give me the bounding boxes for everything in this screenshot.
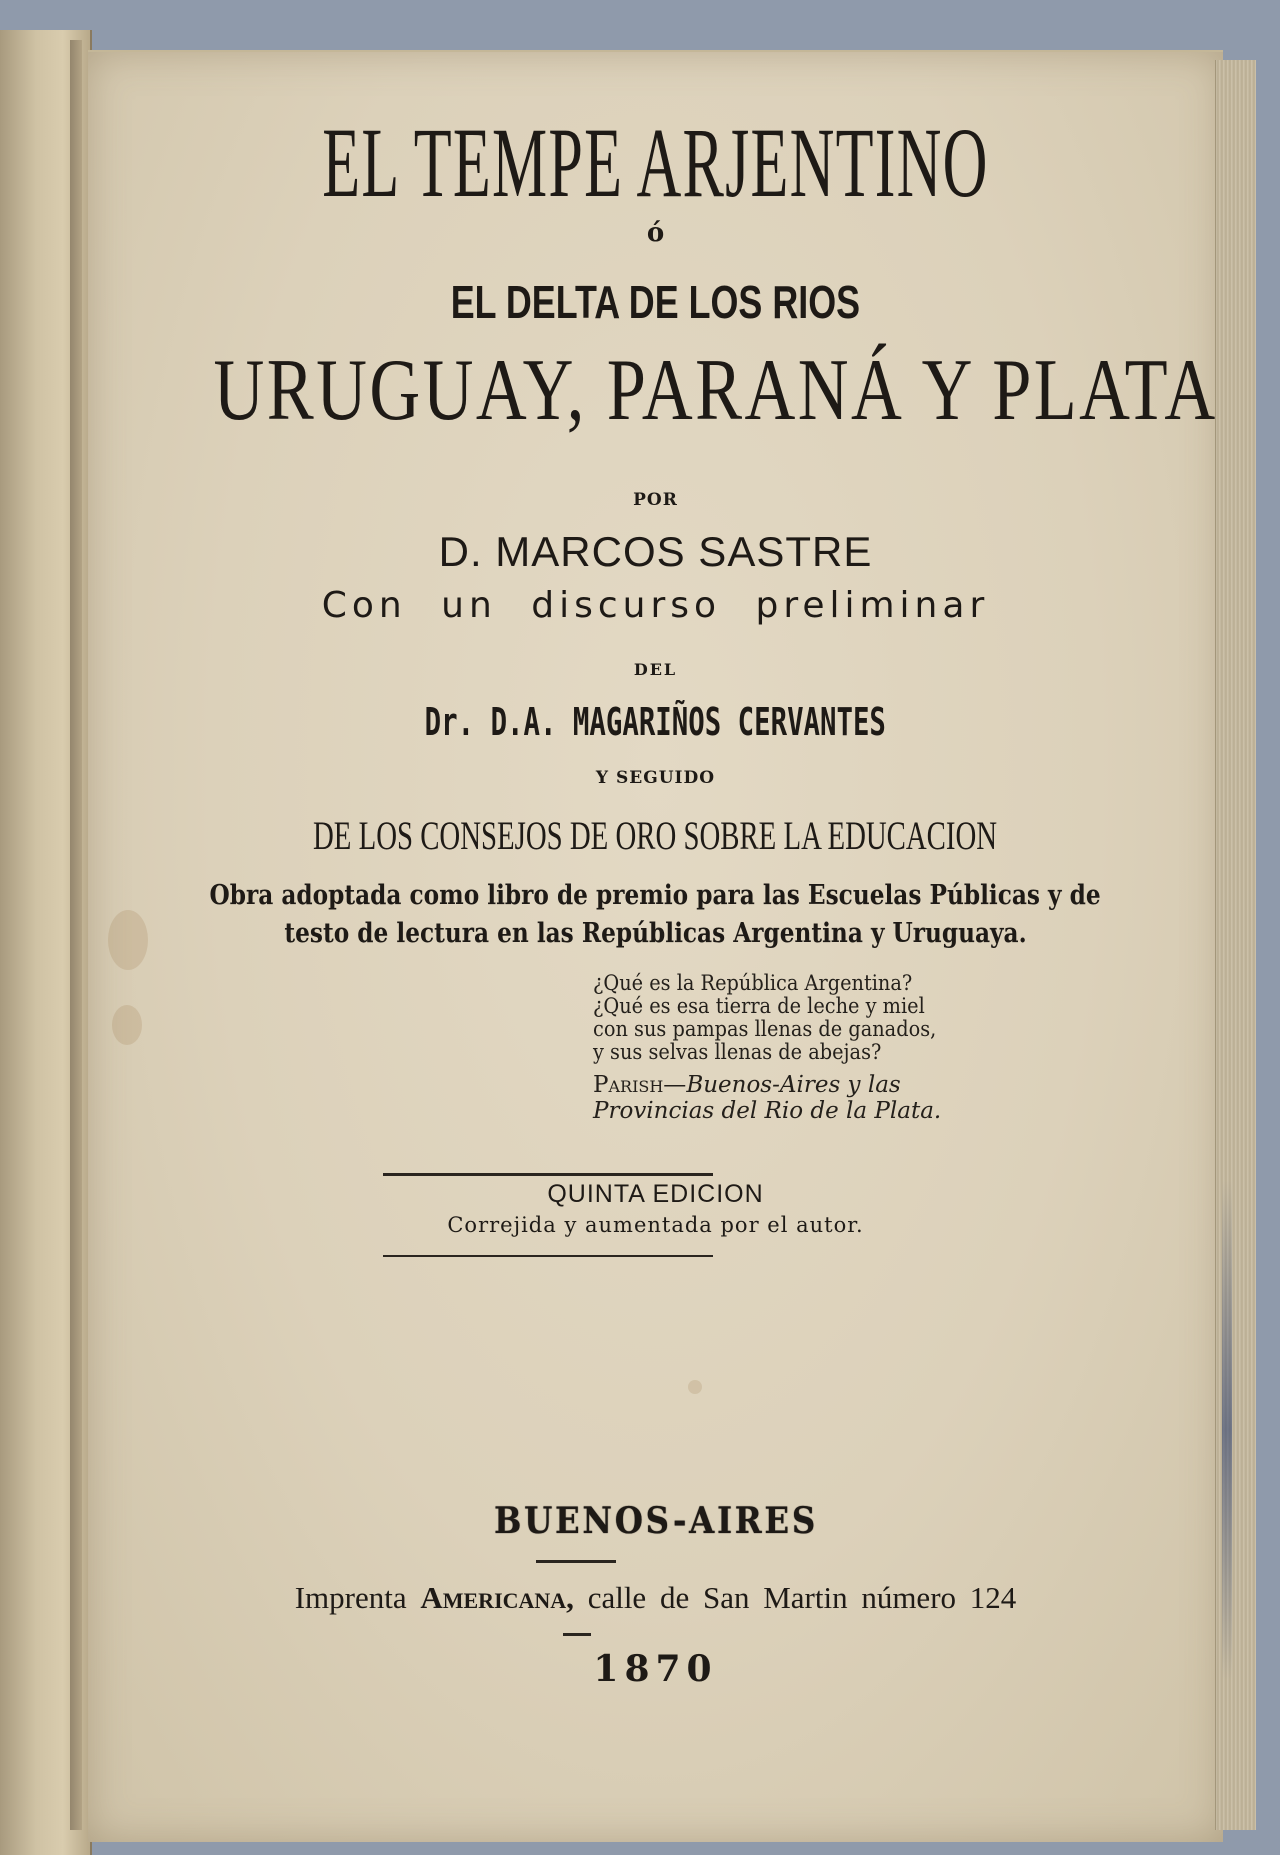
attribution-work-1: Buenos-Aires y las [686,1072,901,1098]
epigraph-line: con sus pampas llenas de ganados, [593,1017,937,1041]
year-rule [563,1633,591,1636]
attribution-author: Parish— [593,1072,687,1098]
adoption-line-1: Obra adoptada como libro de premio para las Escuelas Públicas y de [209,880,1102,911]
epigraph [593,972,1073,1124]
printer-address: calle de San Martin número 124 [587,1580,1017,1615]
foxing-spot [688,1380,702,1394]
blue-edge-stain [1222,1180,1232,1680]
foxing-spot [112,1005,142,1045]
por-label: POR [633,490,678,510]
imprint-city: BUENOS-AIRES [493,1500,818,1542]
book-title: EL TEMPE ARJENTINO [322,107,989,218]
page-content [88,50,1223,1840]
adoption-line-2: testo de lectura en las Repúblicas Argentina y Uruguaya. [284,918,1027,949]
y-seguido-label: Y SEGUIDO [595,768,716,788]
edition-rule-top [383,1173,713,1176]
printer-name: Americana, [420,1580,574,1615]
edition-label: QUINTA EDICION [547,1180,764,1208]
imprint-printer [88,1580,1223,1616]
epigraph-attribution [593,1072,1073,1124]
edition-rule-bottom [383,1255,713,1257]
imprint-rule [536,1560,616,1563]
preface-author: Dr. D.A. MAGARIÑOS CERVANTES [424,700,887,744]
del-label: DEL [633,660,678,679]
imprint-year: 1870 [593,1648,718,1690]
attribution-work-2: Provincias del Rio de la Plata. [593,1098,942,1124]
gutter-shadow [70,40,82,1830]
consejos-line: DE LOS CONSEJOS DE ORO SOBRE LA EDUCACION [313,813,998,858]
epigraph-line: ¿Qué es esa tierra de leche y miel [593,994,925,1018]
conjunction: ó [646,218,665,248]
preliminary-discourse: Con un discurso preliminar [321,585,990,626]
author-name: D. MARCOS SASTRE [438,528,873,575]
epigraph-line: ¿Qué es la República Argentina? [593,971,913,995]
subtitle-delta: EL DELTA DE LOS RIOS [450,276,861,328]
subtitle-rivers: URUGUAY, PARANÁ Y PLATA [213,342,1218,439]
epigraph-line: y sus selvas llenas de abejas? [593,1040,882,1064]
printer-prefix: Imprenta [294,1580,407,1615]
edition-note: Correjida y aumentada por el autor. [447,1213,864,1237]
